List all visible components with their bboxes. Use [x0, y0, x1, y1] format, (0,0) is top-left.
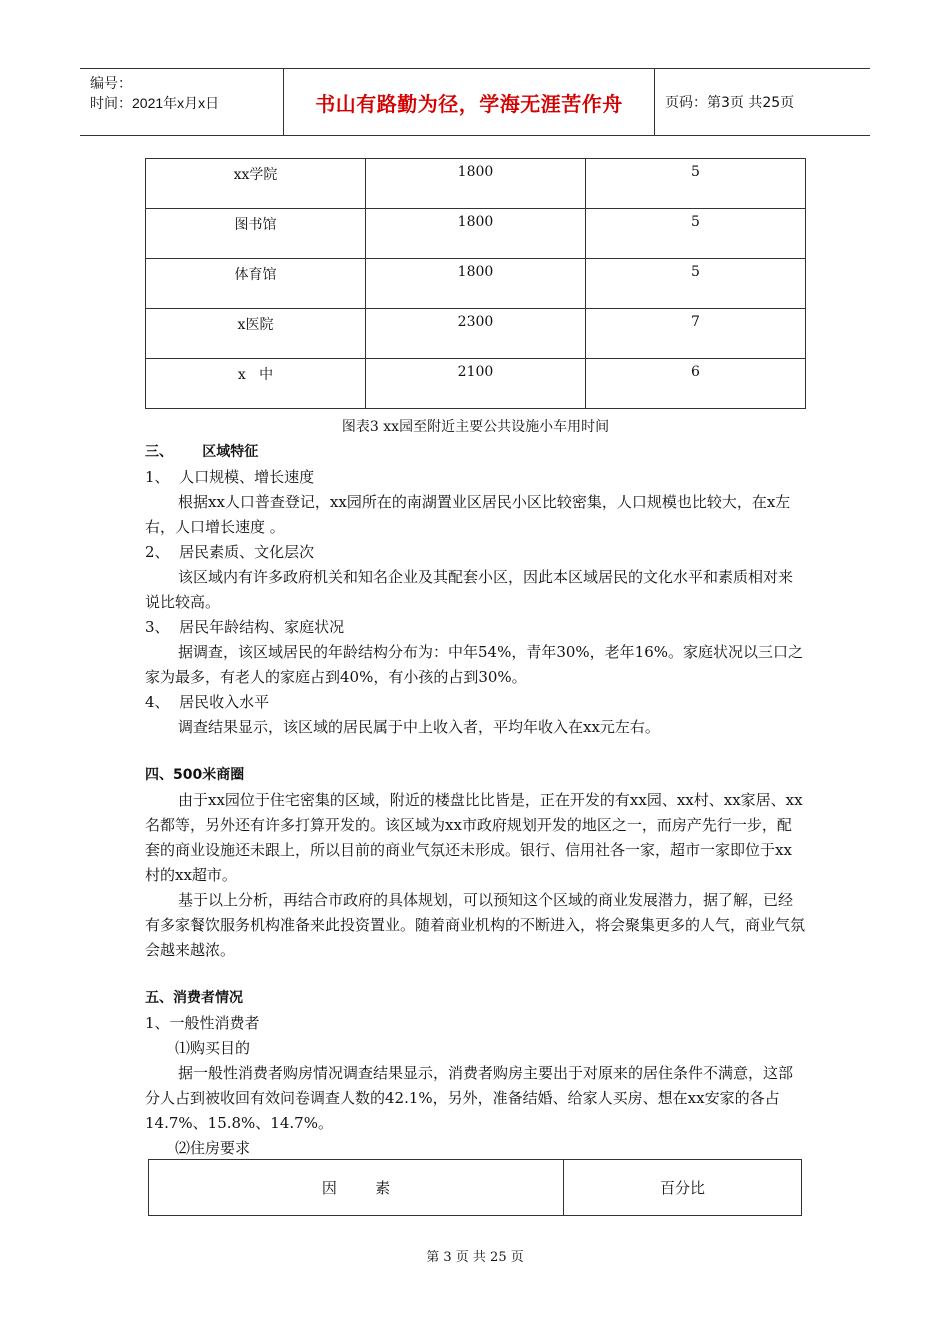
section-5-title: 五、消费者情况 [145, 990, 243, 1006]
section-4-body-2: 基于以上分析，再结合市政府的具体规划，可以预知这个区域的商业发展潜力，据了解，已经有多家餐饮服务机构准备来此投资置业。随着商业机构的不断进入，将会聚集更多的人气，商业气氛会越来越浓。 [145, 891, 806, 959]
time-label: 时间：2021年x月x日 [90, 95, 220, 111]
minutes-cell: 7 [586, 309, 806, 359]
page-info: 页码：第3页 共25页 [665, 95, 795, 111]
distance-cell: 2100 [366, 359, 586, 409]
section-4 [145, 763, 806, 963]
place-cell: x医院 [146, 309, 366, 359]
section-3-2-title: 2、 居民素质、文化层次 [145, 543, 315, 561]
distance-cell: 2300 [366, 309, 586, 359]
section-4-body-1: 由于xx园位于住宅密集的区域，附近的楼盘比比皆是，正在开发的有xx园、xx村、xx家居、xx名都等，另外还有许多打算开发的。该区域为xx市政府规划开发的地区之一，而房产先行一步，配套的商业设施还未跟上，所以目前的商业气氛还未形成。银行、信用社各一家，超市一家即位于xx村的xx超市。 [145, 791, 803, 884]
section-3-title: 三、 区域特征 [145, 444, 259, 460]
section-3 [145, 440, 806, 740]
place-cell: xx学院 [146, 159, 366, 209]
minutes-cell: 5 [586, 159, 806, 209]
page-footer: 第 3 页 共 25 页 [426, 1250, 524, 1265]
section-5-1-a-title: ⑴购买目的 [175, 1039, 251, 1057]
section-3-3-body: 据调查，该区域居民的年龄结构分布为：中年54%，青年30%，老年16%。家庭状况以三口之家为最多，有老人的家庭占到40%，有小孩的占到30%。 [145, 643, 804, 686]
code-label: 编号： [90, 75, 132, 91]
section-5-1-a-body: 据一般性消费者购房情况调查结果显示，消费者购房主要出于对原来的居住条件不满意，这部分人占到被收回有效问卷调查人数的42.1%，另外，准备结婚、给家人买房、想在xx安家的各占14.7%、15.8%、14.7%。 [145, 1064, 794, 1132]
table-caption: 图表3 xx园至附近主要公共设施小车用时间 [341, 419, 610, 435]
distance-cell: 1800 [366, 259, 586, 309]
percentage-header: 百分比 [564, 1160, 802, 1216]
factor-header: 因 素 [149, 1160, 564, 1216]
header-page-info [655, 69, 870, 135]
place-cell: 图书馆 [146, 209, 366, 259]
section-4-title: 四、500米商圈 [145, 767, 245, 783]
section-3-2-body: 该区域内有许多政府机关和知名企业及其配套小区，因此本区域居民的文化水平和素质相对来说比较高。 [145, 568, 794, 611]
section-3-1-body: 根据xx人口普查登记，xx园所在的南湖置业区居民小区比较密集，人口规模也比较大，在x左右，人口增长速度 。 [145, 493, 791, 536]
distance-cell: 1800 [366, 209, 586, 259]
minutes-cell: 5 [586, 209, 806, 259]
table-row [146, 359, 806, 409]
section-3-3-title: 3、 居民年龄结构、家庭状况 [145, 618, 345, 636]
factor-table [148, 1159, 802, 1216]
table-row [146, 309, 806, 359]
section-3-1-title: 1、 人口规模、增长速度 [145, 468, 315, 486]
place-cell: x 中 [146, 359, 366, 409]
facility-table [145, 158, 806, 409]
section-5-1-b-title: ⑵住房要求 [175, 1139, 251, 1157]
table-row [146, 209, 806, 259]
header-meta [80, 69, 283, 135]
header-motto-cell [283, 69, 655, 135]
section-5 [145, 986, 806, 1161]
minutes-cell: 6 [586, 359, 806, 409]
table-row [146, 159, 806, 209]
table-row [149, 1160, 802, 1216]
section-3-4-body: 调查结果显示，该区域的居民属于中上收入者，平均年收入在xx元左右。 [178, 718, 660, 736]
minutes-cell: 5 [586, 259, 806, 309]
section-5-1-title: 1、一般性消费者 [145, 1014, 260, 1032]
motto: 书山有路勤为径，学海无涯苦作舟 [315, 91, 623, 116]
page-header [80, 68, 870, 136]
table-row [146, 259, 806, 309]
section-3-4-title: 4、 居民收入水平 [145, 693, 270, 711]
place-cell: 体育馆 [146, 259, 366, 309]
distance-cell: 1800 [366, 159, 586, 209]
